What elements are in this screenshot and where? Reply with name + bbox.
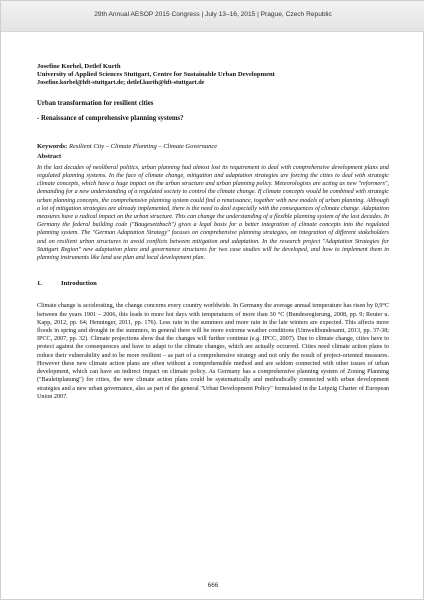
affiliation: University of Applied Sciences Stuttgart, Centre for Sustainable Urban Development [37,71,275,79]
section-title: Introduction [61,280,97,288]
section-heading-introduction [37,280,389,288]
paper-content [37,63,389,401]
conference-header [1,1,424,32]
keywords [37,143,389,151]
conference-header-text: 29th Annual AESOP 2015 Congress | July 13–16, 2015 | Prague, Czech Republic [94,11,332,18]
keywords-label: Keywords: [37,143,68,151]
section-number: 1. [37,280,42,288]
page-number: 666 [207,582,219,589]
keywords-text: Resilient City – Climate Planning – Climate Governance [68,143,218,151]
authors: Josefine Korbel, Detlef Kurth [37,63,121,70]
paper-title: Urban transformation for resilient cities [37,99,154,107]
paper-subtitle: - Renaissance of comprehensive planning systems? [37,115,184,123]
abstract-heading: Abstract [37,152,62,160]
abstract-text: In the last decades of neoliberal politics, urban planning had almost lost its requirement to deal with comprehensive development plans and regulated planning systems. In the face of climate change, mitigation and adaptation strategies are forcing the cities to deal with strategic climate concepts, which have a huge impact on the urban structure and urban planning policy. Meteorologists are acting as new "reformers", demanding for a new understanding of a regulated society to control the climate change. If climate concepts would be combined with strategic urban planning concepts, the comprehensive planning system could find a renaissance, together with new models of urban planning. Although a lot of mitigation strategies are already implemented, there is the need to deal especially with the consequences of climate change. Adaptation measures have a radical impact on the urban structure. This can change the understanding of a flexible planning system of the last decades. In Germany the federal building code ("Baugesetzbuch") gives a legal basis for a better integration of climate concepts into the regulated planning system. The "German Adaptation Strategy" focuses on comprehensive planning strategies, on integration of different stakeholders and on resilient urban structures to avoid conflicts between mitigation and adaptation. In the research project "Adaptation Strategies for Stuttgart Region" new adaptation plans and governance structures for two case studies will be developed, and how to implement them in planning instruments like land use plan and local development plan. [37,164,389,262]
author-emails: Josefine.korbel@hft-stuttgart.de; detlef.kurth@hft-stuttgart.de [37,79,205,87]
introduction-text: Climate change is accelerating, the change concerns every country worldwide. In Germany the average annual temperature has risen by 0,9°C between the years 1901 – 2006, this leads to more hot days with temperatures of more than 30 °C (Bundesregierung, 2008, pp. 9; Reuter u. Kapp, 2012, pp. 64; Henninger, 2011, pp. 176). Less rain in the summers and more rain in the late winters are expected. This affects more floods in spring and drought in the summers, in general there will be more extreme weather conditions (Umweltbundesamt, 2013, pp. 37-38; IPCC, 2007, pp. 32). Climate projections show that the changes will further continue (e.g. IPCC, 2007). Due to climate change, cities have to protect against the consequences and have to adapt to the climate changes, which are actually occurred. Cities need climate action plans to reduce their vulnerability and to be more resilient – as part of a comprehensive strategy and not only the result of project-oriented measures. However these new climate action plans are often without a comprehensible method and are seldom connected with other issues of urban development, which can have an indirect impact on climate policy. As Germany has a comprehensive planning system of Zoning Planning ("Bauleitplanung") for cities, the new climate action plans could be systematically and methodically connected with urban development strategies and a new urban governance, also as part of the general "Urban Development Policy" formulated in the Leipzig Charter of European Union 2007. [37,303,389,400]
